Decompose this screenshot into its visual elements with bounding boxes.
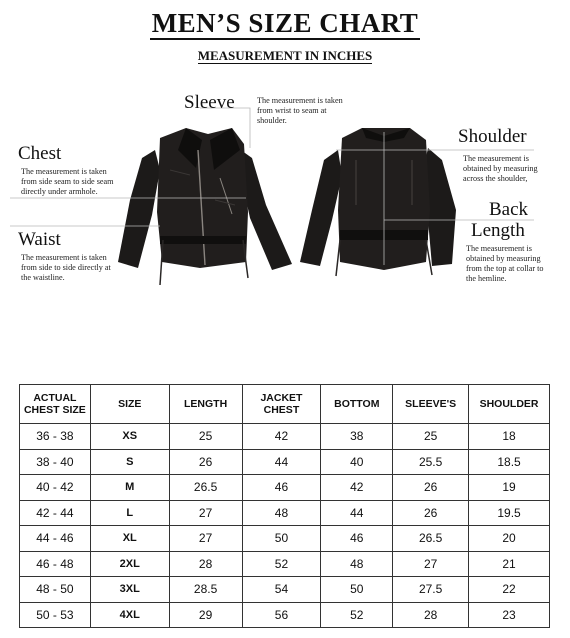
header-length: LENGTH bbox=[169, 385, 242, 424]
table-cell: 46 bbox=[242, 475, 321, 501]
table-cell: 26 bbox=[393, 475, 469, 501]
table-cell: 27 bbox=[169, 500, 242, 526]
table-cell: 28.5 bbox=[169, 577, 242, 603]
chest-label: Chest bbox=[18, 143, 62, 164]
table-cell: 26 bbox=[169, 449, 242, 475]
table-cell: 27 bbox=[393, 551, 469, 577]
back-length-label-line2: Length bbox=[471, 220, 525, 241]
header-sleeves: SLEEVE'S bbox=[393, 385, 469, 424]
table-cell: 26.5 bbox=[393, 526, 469, 552]
table-cell: 56 bbox=[242, 602, 321, 628]
table-cell: 48 bbox=[321, 551, 393, 577]
table-cell: 38 - 40 bbox=[20, 449, 91, 475]
table-cell: 23 bbox=[469, 602, 550, 628]
table-cell: 25 bbox=[169, 424, 242, 450]
table-cell: 26 bbox=[393, 500, 469, 526]
table-cell: 42 bbox=[321, 475, 393, 501]
table-row bbox=[20, 551, 550, 577]
table-cell: 48 bbox=[242, 500, 321, 526]
table-cell: 4XL bbox=[90, 602, 169, 628]
table-cell: 25 bbox=[393, 424, 469, 450]
table-cell: 46 bbox=[321, 526, 393, 552]
header-bottom: BOTTOM bbox=[321, 385, 393, 424]
table-cell: 38 bbox=[321, 424, 393, 450]
table-cell: 52 bbox=[242, 551, 321, 577]
table-row bbox=[20, 424, 550, 450]
waist-label: Waist bbox=[18, 229, 61, 250]
table-cell: 44 bbox=[321, 500, 393, 526]
table-cell: 18 bbox=[469, 424, 550, 450]
table-row bbox=[20, 475, 550, 501]
table-cell: 26.5 bbox=[169, 475, 242, 501]
table-cell: 20 bbox=[469, 526, 550, 552]
back-length-label-line1: Back bbox=[489, 199, 529, 220]
sleeve-label: Sleeve bbox=[184, 92, 235, 113]
table-cell: 42 - 44 bbox=[20, 500, 91, 526]
table-cell: 50 bbox=[321, 577, 393, 603]
header-actual-chest-size: ACTUAL CHEST SIZE bbox=[20, 385, 91, 424]
table-cell: XS bbox=[90, 424, 169, 450]
table-cell: M bbox=[90, 475, 169, 501]
table-cell: 18.5 bbox=[469, 449, 550, 475]
table-cell: 52 bbox=[321, 602, 393, 628]
table-cell: 40 - 42 bbox=[20, 475, 91, 501]
back-length-description: The measurement is obtained by measuring from the top at collar to the hemline. bbox=[466, 244, 544, 283]
table-cell: S bbox=[90, 449, 169, 475]
shoulder-description: The measurement is obtained by measuring across the shoulder, bbox=[463, 154, 538, 183]
table-cell: 28 bbox=[169, 551, 242, 577]
size-table bbox=[19, 384, 550, 628]
table-header-row bbox=[20, 385, 550, 424]
table-cell: 2XL bbox=[90, 551, 169, 577]
table-cell: 3XL bbox=[90, 577, 169, 603]
sleeve-description: The measurement is taken from wrist to seam at shoulder. bbox=[257, 96, 343, 125]
table-cell: 27.5 bbox=[393, 577, 469, 603]
table-row bbox=[20, 500, 550, 526]
table-cell: 46 - 48 bbox=[20, 551, 91, 577]
waist-description: The measurement is taken from side to side directly at the waistline. bbox=[21, 253, 111, 282]
header-jacket-chest: JACKET CHEST bbox=[242, 385, 321, 424]
table-cell: 19 bbox=[469, 475, 550, 501]
table-cell: 54 bbox=[242, 577, 321, 603]
table-cell: 50 - 53 bbox=[20, 602, 91, 628]
table-row bbox=[20, 577, 550, 603]
table-cell: 44 - 46 bbox=[20, 526, 91, 552]
table-row bbox=[20, 449, 550, 475]
table-cell: 19.5 bbox=[469, 500, 550, 526]
header-size: SIZE bbox=[90, 385, 169, 424]
table-cell: 36 - 38 bbox=[20, 424, 91, 450]
chest-description: The measurement is taken from side seam to side seam directly under armhole. bbox=[21, 167, 114, 196]
table-cell: 25.5 bbox=[393, 449, 469, 475]
table-cell: 22 bbox=[469, 577, 550, 603]
table-row bbox=[20, 526, 550, 552]
page-subtitle: MEASUREMENT IN INCHES bbox=[197, 48, 373, 63]
table-cell: 42 bbox=[242, 424, 321, 450]
table-cell: 50 bbox=[242, 526, 321, 552]
table-cell: 40 bbox=[321, 449, 393, 475]
table-cell: L bbox=[90, 500, 169, 526]
table-cell: 44 bbox=[242, 449, 321, 475]
table-cell: 28 bbox=[393, 602, 469, 628]
table-cell: 48 - 50 bbox=[20, 577, 91, 603]
table-row bbox=[20, 602, 550, 628]
shoulder-label: Shoulder bbox=[458, 126, 527, 147]
page-title: MEN’S SIZE CHART bbox=[151, 8, 419, 38]
header-shoulder: SHOULDER bbox=[469, 385, 550, 424]
table-cell: 29 bbox=[169, 602, 242, 628]
table-cell: XL bbox=[90, 526, 169, 552]
table-cell: 21 bbox=[469, 551, 550, 577]
table-cell: 27 bbox=[169, 526, 242, 552]
